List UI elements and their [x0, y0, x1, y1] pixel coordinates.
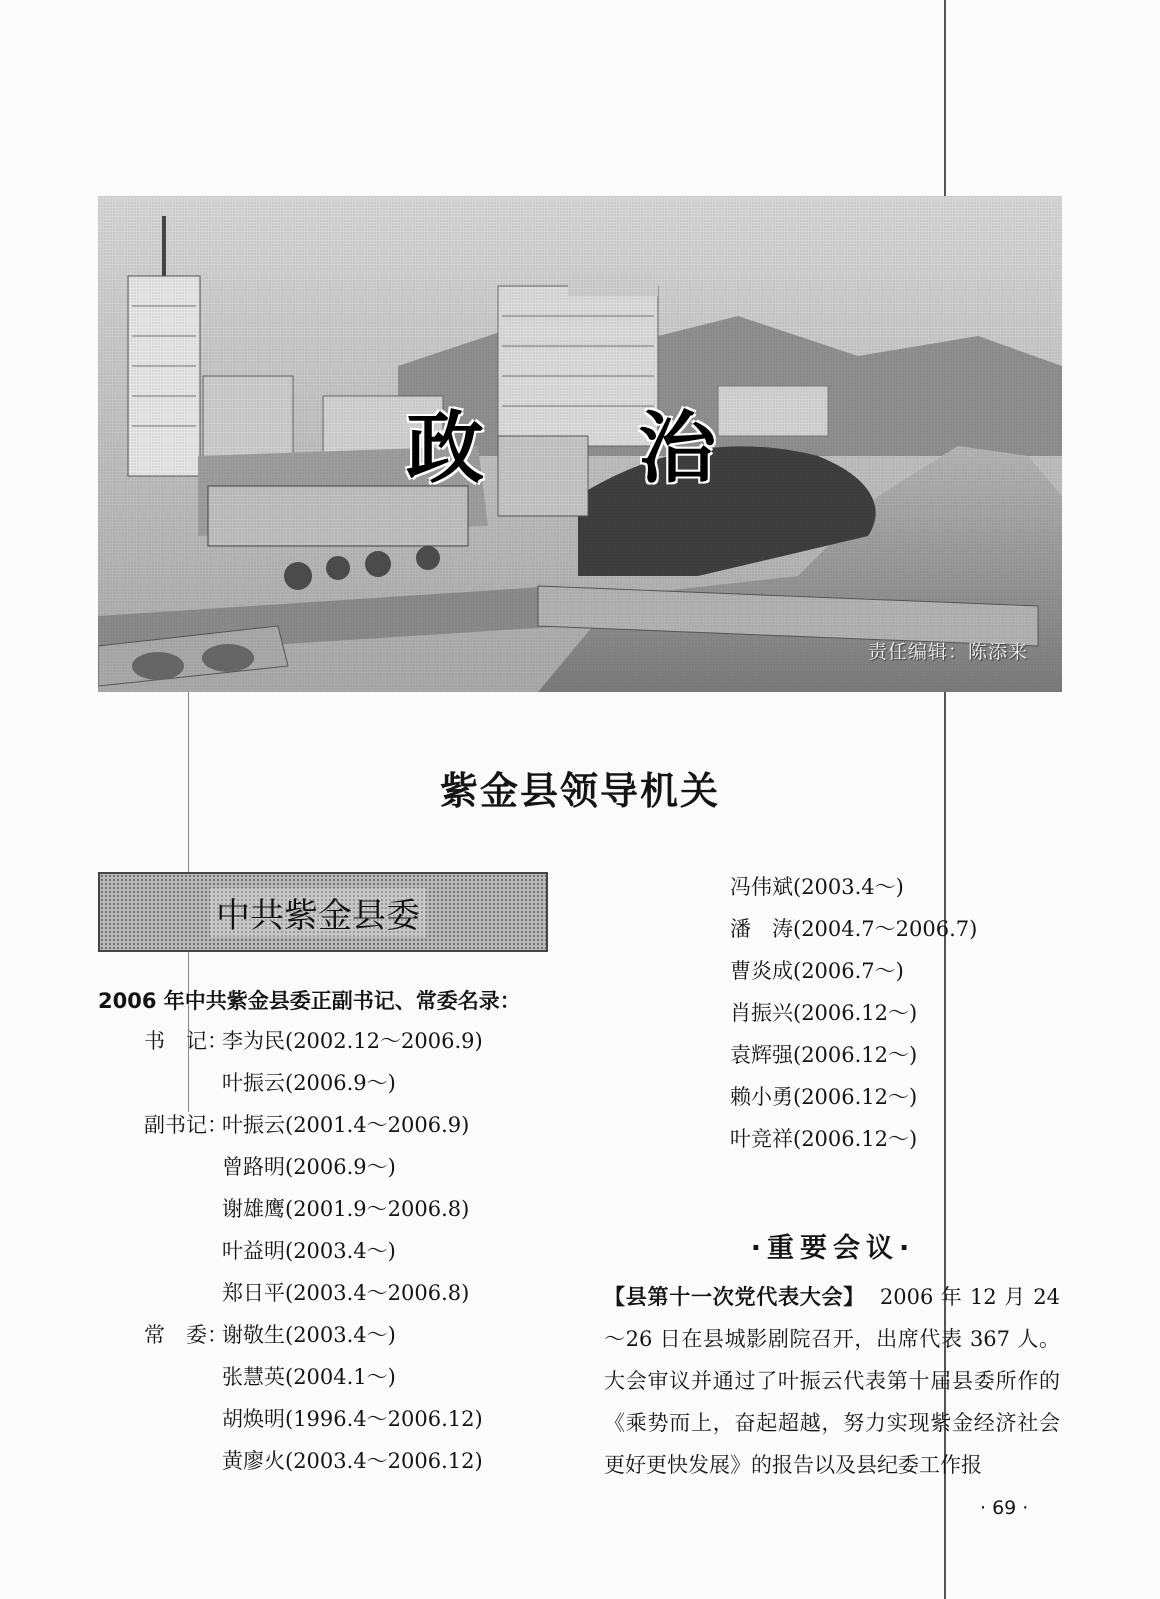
roster-entry: 冯伟斌(2003.4～)	[730, 875, 904, 899]
roster-line	[144, 1406, 483, 1432]
roster-line	[144, 1364, 396, 1390]
roster-line	[144, 1280, 469, 1306]
roster-right-column	[730, 874, 1050, 1174]
roster-entry: 叶竞祥(2006.12～)	[730, 1127, 918, 1151]
roster-entry: 黄廖火(2003.4～2006.12)	[222, 1449, 483, 1473]
page-title: 紫金县领导机关	[439, 769, 720, 813]
roster-entry: 张慧英(2004.1～)	[222, 1365, 396, 1389]
meeting-entry-body: 2006 年 12 月 24～26 日在县城影剧院召开，出席代表 367 人。大会审议并通过了叶振云代表第十届县委所作的《乘势而上，奋起超越，努力实现紫金经济社会更好更快发展》的报告以及县纪委工作报	[604, 1285, 1060, 1477]
roster-heading: 2006 年中共紫金县委正副书记、常委名录：	[98, 989, 521, 1013]
roster-role: 书 记：	[144, 1029, 228, 1053]
roster-line	[144, 1070, 396, 1096]
roster-entry: 胡焕明(1996.4～2006.12)	[222, 1407, 483, 1431]
roster-entry: 曾路明(2006.9～)	[222, 1155, 396, 1179]
editor-credit: 责任编辑：陈添来	[867, 641, 1028, 663]
roster-entry: 袁辉强(2006.12～)	[730, 1043, 918, 1067]
roster-line	[144, 1448, 483, 1474]
section-header	[98, 872, 548, 952]
roster-entry: 潘 涛(2004.7～2006.7)	[730, 917, 978, 941]
roster-entry: 赖小勇(2006.12～)	[730, 1085, 918, 1109]
roster-left-column	[144, 1028, 614, 1473]
meeting-paragraph	[604, 1276, 1060, 1486]
roster-entry: 郑日平(2003.4～2006.8)	[222, 1281, 470, 1305]
meetings-title: ·重要会议·	[750, 1233, 916, 1264]
roster-role: 常 委：	[144, 1323, 228, 1347]
banner-photo	[98, 196, 1062, 692]
roster-entry: 叶益明(2003.4～)	[222, 1239, 396, 1263]
roster-line	[144, 1112, 469, 1138]
banner-title-char-1: 政	[406, 403, 485, 494]
roster-entry: 叶振云(2001.4～2006.9)	[222, 1113, 470, 1137]
roster-line	[144, 1154, 396, 1180]
roster-role: 副书记：	[144, 1113, 228, 1137]
banner-title-char-2: 治	[638, 403, 717, 494]
roster-entry: 谢敬生(2003.4～)	[222, 1323, 396, 1347]
roster-entry: 曹炎成(2006.7～)	[730, 959, 904, 983]
meeting-entry-head: 【县第十一次党代表大会】	[604, 1285, 866, 1309]
roster-entry: 叶振云(2006.9～)	[222, 1071, 396, 1095]
section-title: 中共紫金县委	[210, 888, 426, 937]
roster-line	[144, 1196, 469, 1222]
page-number: · 69 ·	[980, 1497, 1029, 1519]
roster-line	[144, 1028, 483, 1054]
roster-entry: 肖振兴(2006.12～)	[730, 1001, 918, 1025]
roster-entry: 谢雄鹰(2001.9～2006.8)	[222, 1197, 470, 1221]
roster-entry: 李为民(2002.12～2006.9)	[222, 1029, 483, 1053]
roster-line	[144, 1238, 396, 1264]
roster-line	[144, 1322, 396, 1348]
cityscape-illustration	[98, 196, 1062, 692]
